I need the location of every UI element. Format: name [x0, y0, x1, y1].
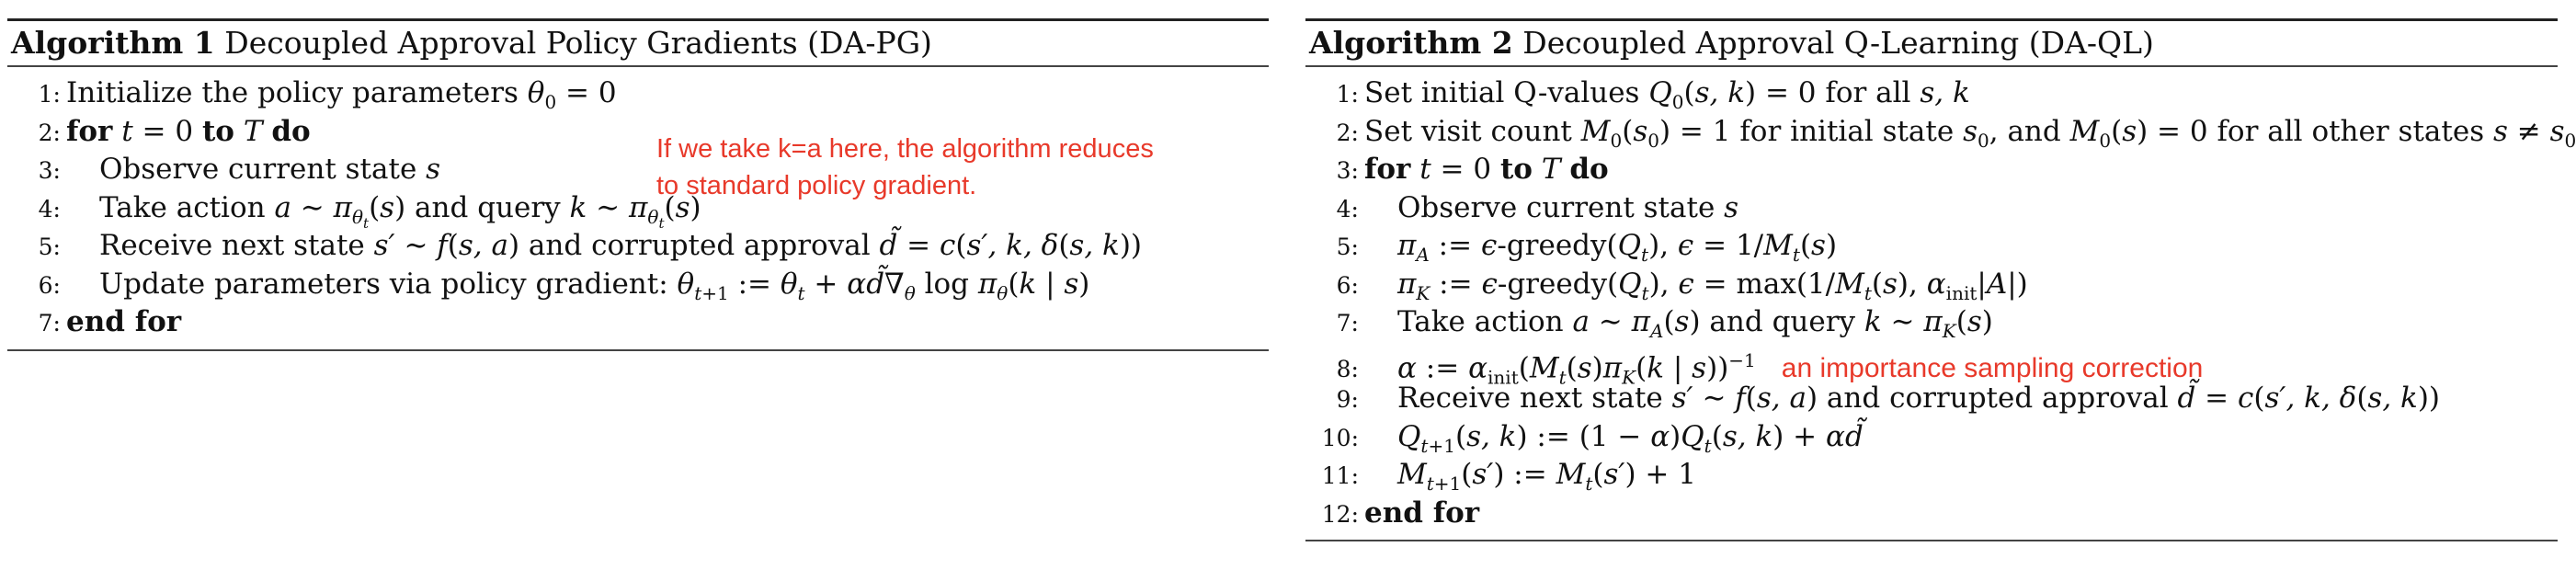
annotation-line: If we take k=a here, the algorithm reduces	[656, 134, 1154, 164]
algorithm-line: 5: $\pi_A$ := $\epsilon-greedy(Q_t)$, $\epsilon = 1/M_t(s)$	[1305, 227, 2558, 266]
algorithm-2-header	[1305, 21, 2558, 65]
algorithm-line: 5: Receive next state s′ ∼ f(s, a) and corrupted approval d̃ = c(s′, k, δ(s, k))	[7, 227, 1269, 266]
algorithm-1-title: Decoupled Approval Policy Gradients (DA-PG)	[224, 25, 932, 61]
policy-gradient-annotation	[656, 131, 1154, 204]
algorithm-line: 10: $Q_{t+1}(s$, k) := $(1 - \alpha)Q_t(s$, k) + αd̃	[1305, 418, 2558, 457]
algorithm-2-block	[1305, 18, 2576, 541]
line-number: 4:	[1336, 195, 1359, 222]
algorithm-line: 4: Observe current state s	[1305, 189, 2558, 228]
annotation-line: to standard policy gradient.	[656, 171, 977, 200]
algorithm-line: 1: Set initial Q-values $Q_0(s$, k) = 0 for all s, k	[1305, 74, 2558, 113]
algorithm-line: 12: end for	[1305, 495, 2558, 533]
line-number: 3:	[38, 157, 61, 184]
algorithm-line: 7: end for	[7, 303, 1269, 342]
line-number: 12:	[1321, 500, 1359, 528]
line-number: 6:	[1336, 271, 1359, 299]
line-number: 4:	[38, 195, 61, 222]
algorithm-1-lines	[7, 67, 1269, 349]
algorithm-line: 3: for t = 0 to T do	[1305, 151, 2558, 189]
line-number: 1:	[1336, 81, 1359, 108]
algorithm-line: 6: $\pi_K$ := $\epsilon-greedy(Q_t)$, $\epsilon = \max(1/M_t(s)$, $\alpha_{init}|A|$)	[1305, 266, 2558, 304]
importance-sampling-annotation: an importance sampling correction	[1781, 352, 2204, 383]
algorithm-line: 4: Take action a ∼ $\pi_{\theta_t}(s)$ and query k ∼ $\pi_{\theta_t}(s)$	[7, 189, 1269, 228]
algorithm-line: 7: Take action a ∼ $\pi_A(s)$ and query k ∼ $\pi_K(s)$	[1305, 303, 2558, 342]
bottom-rule	[7, 349, 1269, 351]
line-number: 7:	[1336, 310, 1359, 336]
line-number: 5:	[1336, 234, 1359, 260]
algorithm-line: 2: Set visit count $M_0(s_0) = 1$ for initial state $s_0$, and $M_0(s) = 0$ for all other states $s \ne s_0$	[1305, 113, 2558, 152]
line-number: 11:	[1321, 462, 1359, 489]
line-number: 7:	[38, 310, 61, 336]
algorithm-2-lines	[1305, 67, 2576, 540]
algorithm-line: 3: Observe current state s	[7, 151, 1269, 189]
line-number: 2:	[1336, 119, 1359, 146]
algorithm-1-label: Algorithm 1	[11, 25, 215, 61]
algorithm-1-block	[7, 18, 1269, 351]
bottom-rule	[1305, 540, 2558, 541]
algorithm-line: 6: Update parameters via policy gradient: $\theta_{t+1}$ := $\theta_t$ + $\alpha d̃\nabla_\theta$ $\log \pi_\theta(k$ | s)	[7, 266, 1269, 304]
line-number: 10:	[1321, 424, 1359, 451]
line-number: 6:	[38, 271, 61, 299]
line-number: 3:	[1336, 157, 1359, 184]
line-number: 9:	[1336, 386, 1359, 413]
algorithm-line: 11: $M_{t+1}(s')$ := $M_t(s') + 1$	[1305, 456, 2558, 495]
algorithm-line: 2: for t = 0 to T do	[7, 113, 1269, 152]
line-number: 1:	[38, 81, 61, 108]
algorithm-line: 1: Initialize the policy parameters $\theta_0 = 0$	[7, 74, 1269, 113]
line-number: 5:	[38, 234, 61, 260]
algorithm-2-label: Algorithm 2	[1309, 25, 1513, 61]
line-number: 8:	[1336, 355, 1359, 382]
algorithm-line: 8: α := $\alpha_{init}(M_t(s)\pi_K(k$ | s))$^{-1}$ an importance sampling correction	[1305, 342, 2558, 381]
algorithm-1-header	[7, 21, 1269, 65]
algorithm-line: 9: Receive next state s′ ∼ f(s, a) and corrupted approval d̃ = c(s′, k, δ(s, k))	[1305, 380, 2558, 418]
algorithm-2-title: Decoupled Approval Q-Learning (DA-QL)	[1522, 25, 2154, 61]
line-number: 2:	[38, 119, 61, 146]
